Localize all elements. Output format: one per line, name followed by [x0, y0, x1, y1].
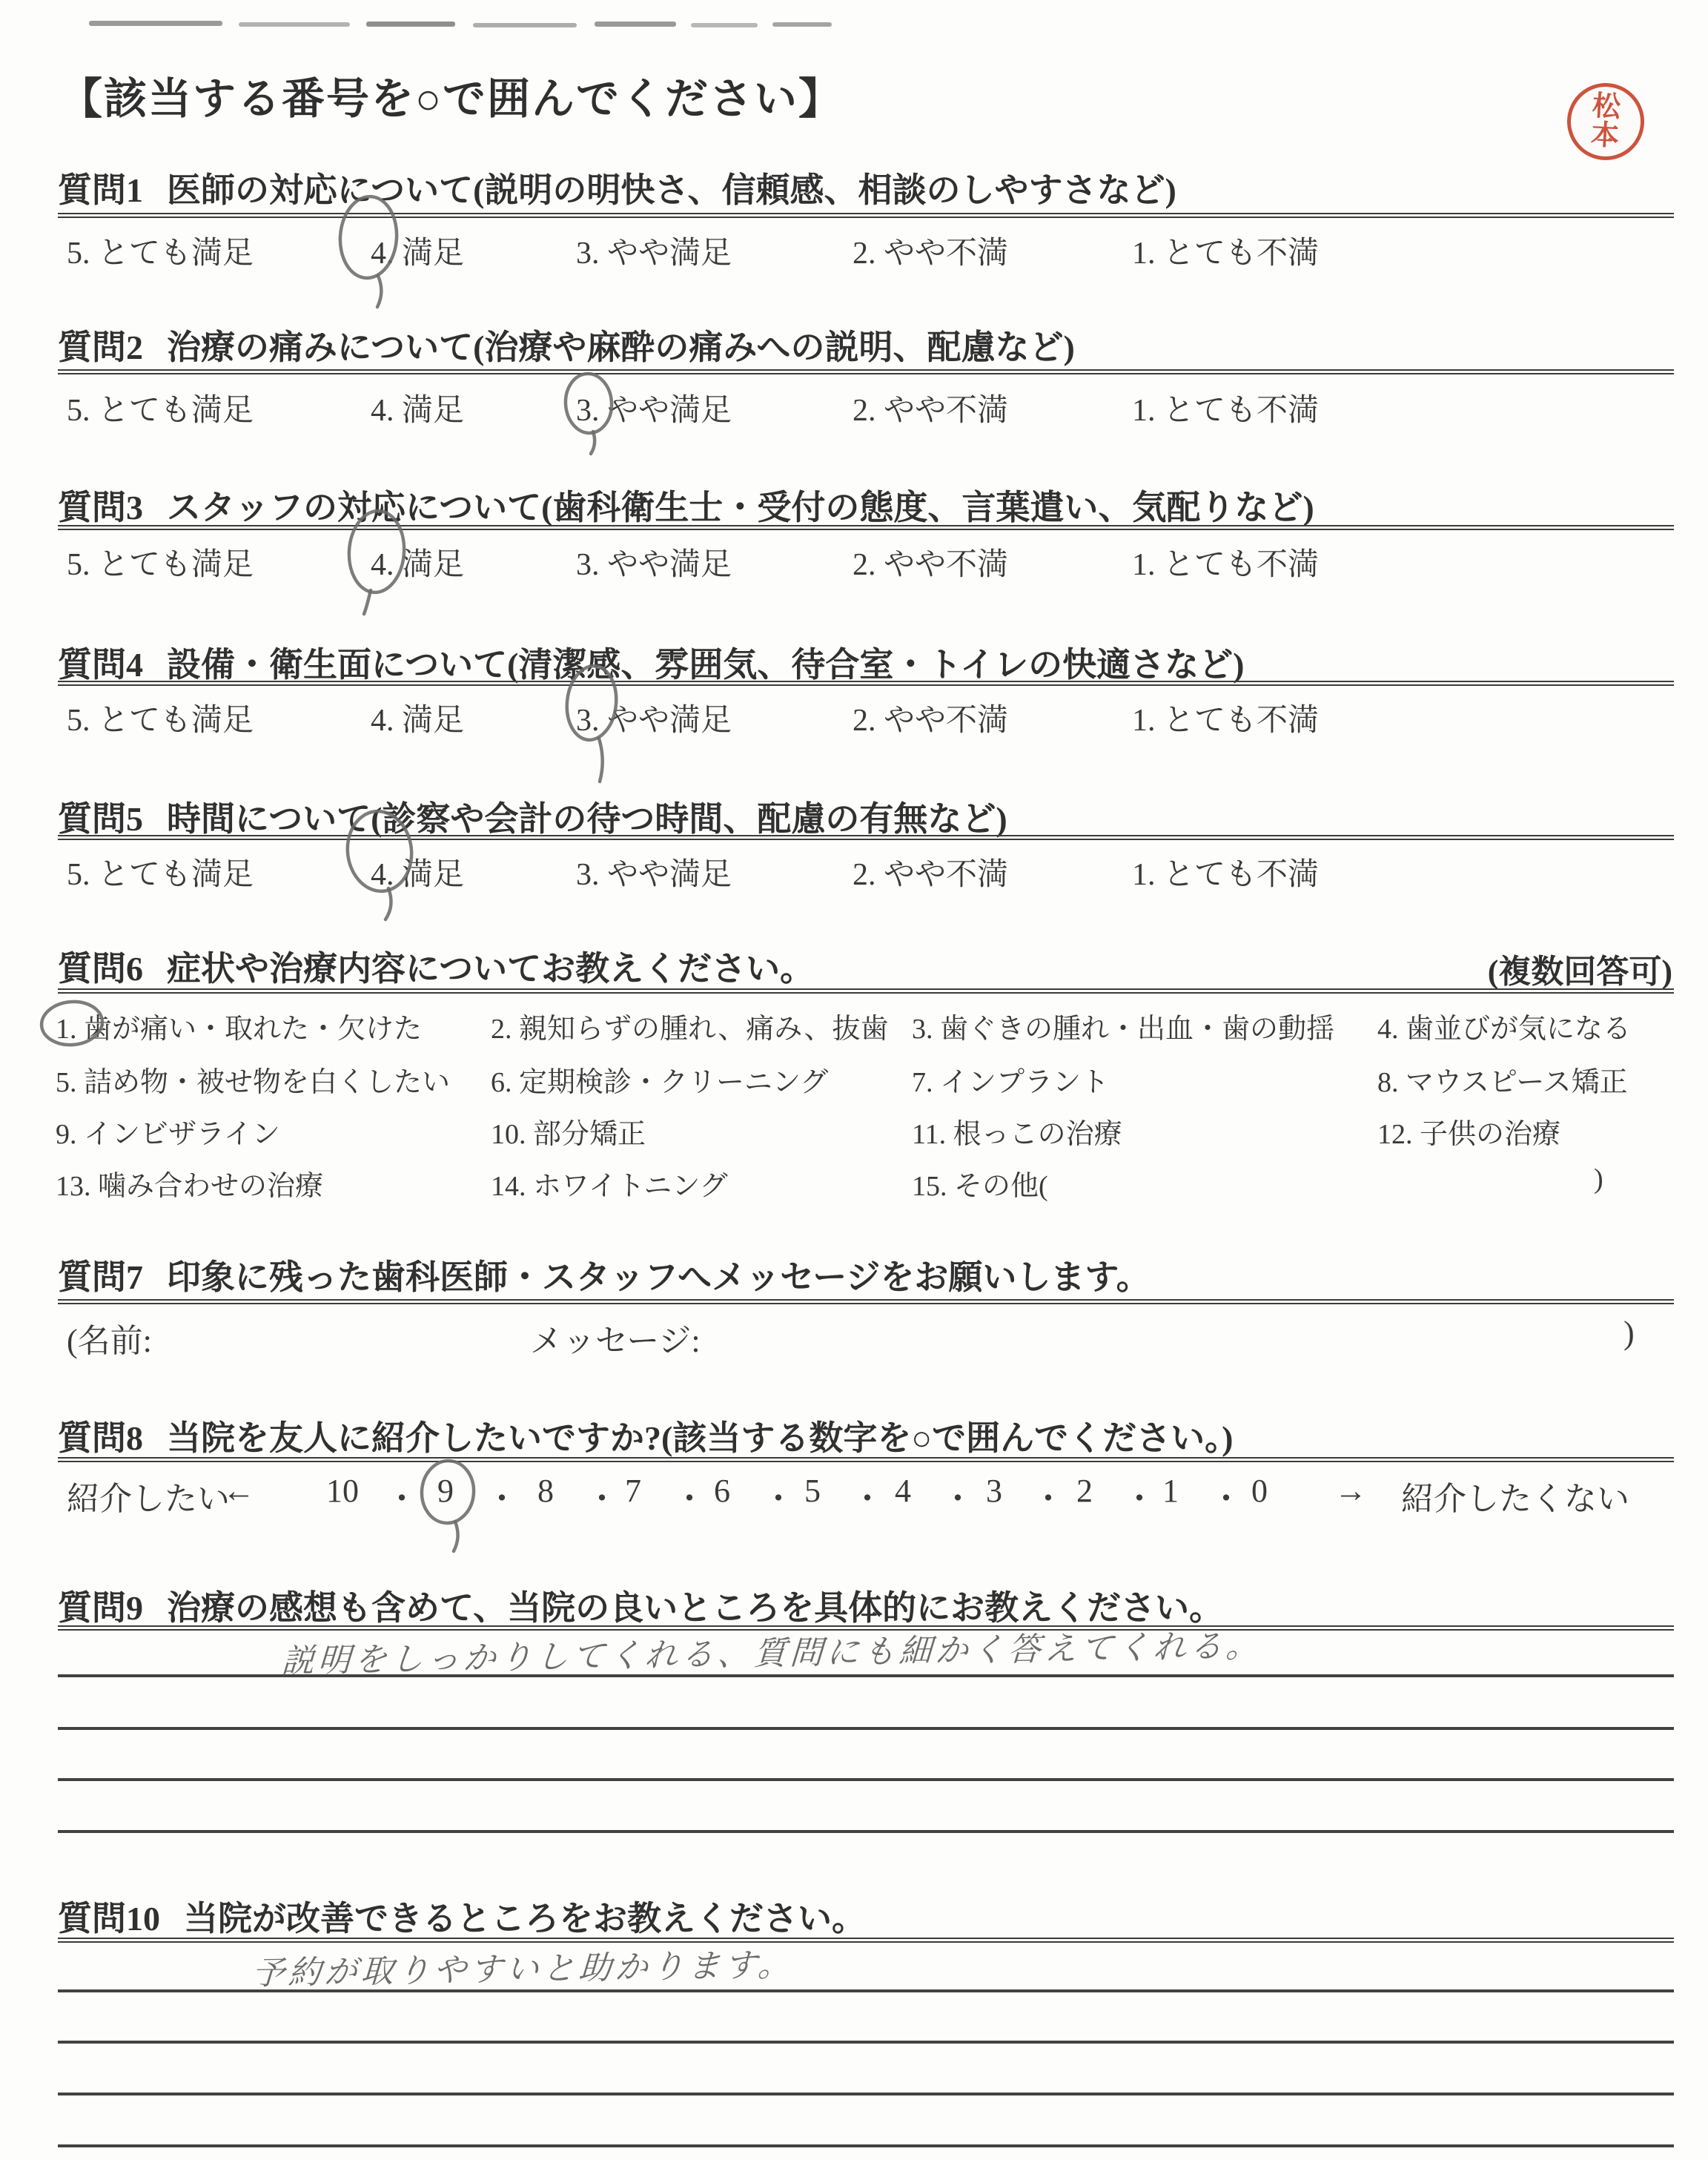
question-2-title: 治療の痛みについて(治療や麻酔の痛みへの説明、配慮など)	[167, 328, 1075, 366]
q8-number-3: 3	[986, 1473, 1002, 1509]
q6-item-15-close-paren: )	[1594, 1163, 1603, 1195]
question-5-options	[0, 850, 1708, 902]
scan-artifact	[772, 22, 832, 27]
question-8-title: 当院を友人に紹介したいですか?(該当する数字を○で囲んでください。)	[167, 1419, 1234, 1457]
question-6-number: 質問6	[58, 950, 143, 988]
q8-separator: ・	[762, 1481, 795, 1517]
q4-option-3: 3. やや満足	[576, 704, 732, 738]
q9-answer-line	[58, 1727, 1674, 1730]
q10-answer-line	[58, 2041, 1674, 2044]
scan-artifact	[89, 21, 222, 26]
q7-name-label: (名前:	[67, 1323, 152, 1359]
q6-item-2: 2. 親知らずの腫れ、痛み、抜歯	[491, 1014, 889, 1045]
q7-message-label: メッセージ:	[530, 1323, 701, 1359]
q8-number-7: 7	[625, 1473, 641, 1509]
q9-handwritten-answer: 説明をしっかりしてくれる、質問にも細かく答えてくれる。	[280, 1628, 1263, 1680]
q10-answer-line	[58, 1989, 1674, 1992]
question-3-options	[0, 540, 1708, 592]
q2-option-1: 1. とても不満	[1132, 394, 1320, 428]
q2-option-5: 5. とても満足	[67, 394, 254, 428]
q1-option-3: 3. やや満足	[576, 237, 732, 271]
q2-option-3: 3. やや満足	[576, 394, 732, 428]
question-1-underline	[58, 213, 1674, 218]
q8-left-label: 紹介したい	[67, 1481, 230, 1517]
q1-option-4: 4. 満足	[371, 237, 465, 271]
q4-option-2: 2. やや不満	[853, 704, 1009, 738]
q6-item-10: 10. 部分矯正	[491, 1119, 646, 1150]
q2-option-2: 2. やや不満	[853, 394, 1009, 428]
question-10-header	[58, 1892, 866, 1941]
handwritten-circle-q1-answer-4	[334, 191, 408, 310]
question-10-underline	[58, 1938, 1674, 1943]
question-4-header	[58, 638, 1244, 687]
q4-option-4: 4. 満足	[371, 704, 465, 738]
question-1-title: 医師の対応について(説明の明快さ、信頼感、相談のしやすさなど)	[167, 171, 1176, 209]
question-8-scale	[0, 1472, 1708, 1531]
question-5-underline	[58, 835, 1674, 840]
q8-number-9: 9	[437, 1473, 454, 1509]
q8-left-arrow: ←	[222, 1473, 255, 1509]
question-5-header	[58, 792, 1007, 841]
q3-option-3: 3. やや満足	[576, 548, 732, 582]
q8-separator: ・	[586, 1481, 618, 1517]
q8-separator: ・	[673, 1481, 706, 1517]
q3-option-4: 4. 満足	[371, 548, 465, 582]
q5-option-1: 1. とても不満	[1132, 858, 1320, 892]
q6-item-4: 4. 歯並びが気になる	[1377, 1014, 1632, 1045]
q10-answer-line	[58, 2144, 1674, 2147]
hanko-stamp-ring	[1565, 81, 1646, 162]
scan-artifact	[239, 22, 350, 27]
q8-separator: ・	[486, 1481, 518, 1517]
question-9-title: 治療の感想も含めて、当院の良いところを具体的にお教えください。	[167, 1589, 1224, 1627]
q5-option-2: 2. やや不満	[853, 858, 1009, 892]
q8-separator: ・	[941, 1481, 974, 1517]
question-1-header	[58, 163, 1176, 212]
handwritten-circle-q3-answer-4	[342, 507, 414, 618]
handwritten-circle-q4-answer-3	[560, 661, 627, 784]
q6-item-5: 5. 詰め物・被せ物を白くしたい	[56, 1067, 451, 1098]
question-1-number: 質問1	[58, 171, 143, 209]
q9-answer-line	[58, 1830, 1674, 1833]
question-10-title: 当院が改善できるところをお教えください。	[184, 1900, 866, 1938]
question-10-number: 質問10	[58, 1900, 160, 1938]
question-9-number: 質問9	[58, 1589, 143, 1627]
question-6-row-3	[0, 1111, 1708, 1155]
q8-right-arrow: →	[1334, 1473, 1367, 1509]
q1-option-5: 5. とても満足	[67, 237, 254, 271]
question-6-row-1	[0, 1005, 1708, 1050]
q10-answer-line	[58, 2093, 1674, 2095]
question-8-underline	[58, 1457, 1674, 1462]
q6-item-7: 7. インプラント	[912, 1067, 1110, 1098]
question-1-options	[0, 228, 1708, 280]
q1-option-2: 2. やや不満	[853, 237, 1009, 271]
question-6-note: (複数回答可)	[1487, 954, 1672, 990]
question-4-underline	[58, 681, 1674, 686]
q8-number-5: 5	[804, 1473, 821, 1509]
q6-item-8: 8. マウスピース矯正	[1377, 1067, 1628, 1098]
handwritten-circle-q8-answer-9	[417, 1458, 483, 1554]
q6-item-14: 14. ホワイトニング	[491, 1171, 728, 1202]
q8-number-2: 2	[1076, 1473, 1093, 1509]
q6-item-9: 9. インビザライン	[56, 1119, 280, 1150]
handwritten-circle-q6-answer-1	[39, 998, 110, 1053]
q8-separator: ・	[1123, 1481, 1156, 1517]
q6-item-13: 13. 噛み合わせの治療	[56, 1171, 324, 1202]
question-7-fields	[0, 1314, 1708, 1366]
q8-number-1: 1	[1162, 1473, 1179, 1509]
question-6-row-4	[0, 1163, 1708, 1207]
handwritten-circle-q2-answer-3	[560, 371, 620, 460]
q8-number-8: 8	[537, 1473, 554, 1509]
q8-right-label: 紹介したくない	[1401, 1481, 1629, 1517]
q8-number-4: 4	[895, 1473, 911, 1509]
question-3-title: スタッフの対応について(歯科衛生士・受付の態度、言葉遣い、気配りなど)	[167, 489, 1314, 526]
q8-separator: ・	[1210, 1481, 1242, 1517]
q8-separator: ・	[1032, 1481, 1065, 1517]
q1-option-1: 1. とても不満	[1132, 237, 1320, 271]
question-5-title: 時間について(診察や会計の待つ時間、配慮の有無など)	[167, 800, 1007, 838]
question-5-number: 質問5	[58, 800, 143, 838]
question-6-row-2	[0, 1059, 1708, 1103]
q7-close-paren: )	[1623, 1315, 1635, 1351]
question-2-number: 質問2	[58, 328, 143, 366]
question-6-title: 症状や治療内容についてお教えください。	[167, 950, 815, 988]
q3-option-2: 2. やや不満	[853, 548, 1009, 582]
question-7-header	[58, 1250, 1151, 1299]
q4-option-5: 5. とても満足	[67, 704, 254, 738]
question-3-underline	[58, 525, 1674, 530]
question-4-options	[0, 696, 1708, 747]
question-8-number: 質問8	[58, 1419, 143, 1457]
q8-number-6: 6	[714, 1473, 730, 1509]
q3-option-1: 1. とても不満	[1132, 548, 1320, 582]
question-7-underline	[58, 1299, 1674, 1304]
q6-item-15: 15. その他(	[912, 1171, 1048, 1202]
q6-item-1: 1. 歯が痛い・取れた・欠けた	[56, 1014, 423, 1045]
q4-option-1: 1. とても不満	[1132, 704, 1320, 738]
q9-answer-line	[58, 1778, 1674, 1781]
q3-option-5: 5. とても満足	[67, 548, 254, 582]
q9-answer-line	[58, 1674, 1674, 1677]
scan-artifact	[595, 22, 676, 27]
scan-artifact	[691, 23, 758, 27]
question-6-underline	[58, 988, 1674, 994]
question-6-header	[58, 942, 814, 991]
q8-separator: ・	[851, 1481, 884, 1517]
question-7-title: 印象に残った歯科医師・スタッフへメッセージをお願いします。	[167, 1258, 1151, 1296]
q6-item-11: 11. 根っこの治療	[912, 1119, 1122, 1150]
hanko-stamp-char-top: 松	[1591, 90, 1622, 124]
question-4-number: 質問4	[58, 646, 143, 684]
q6-item-12: 12. 子供の治療	[1377, 1119, 1561, 1150]
q5-option-5: 5. とても満足	[67, 858, 254, 892]
question-2-underline	[58, 369, 1674, 374]
q8-number-0: 0	[1251, 1473, 1268, 1509]
question-8-header	[58, 1411, 1233, 1460]
question-7-number: 質問7	[58, 1258, 143, 1296]
handwritten-circle-q5-answer-4	[341, 808, 423, 923]
q5-option-4: 4. 満足	[371, 858, 465, 892]
question-4-title: 設備・衛生面について(清潔感、雰囲気、待合室・トイレの快適さなど)	[167, 646, 1245, 684]
question-2-options	[0, 386, 1708, 437]
q5-option-3: 3. やや満足	[576, 858, 732, 892]
hanko-stamp-char-bottom: 本	[1589, 119, 1621, 152]
q10-handwritten-answer: 予約が取りやすいと助かります。	[251, 1946, 795, 1992]
question-3-number: 質問3	[58, 489, 143, 526]
q8-number-10: 10	[326, 1473, 359, 1509]
q2-option-4: 4. 満足	[371, 394, 465, 428]
question-2-header	[58, 320, 1075, 369]
q6-item-6: 6. 定期検診・クリーニング	[491, 1067, 829, 1098]
q8-separator: ・	[385, 1481, 418, 1517]
hanko-stamp	[1567, 83, 1644, 160]
scan-artifact	[366, 22, 455, 27]
page-title: 【該当する番号を○で囲んでください】	[59, 75, 844, 123]
question-3-header	[58, 480, 1314, 529]
q6-item-3: 3. 歯ぐきの腫れ・出血・歯の動揺	[912, 1014, 1335, 1045]
scan-artifact	[473, 23, 577, 27]
